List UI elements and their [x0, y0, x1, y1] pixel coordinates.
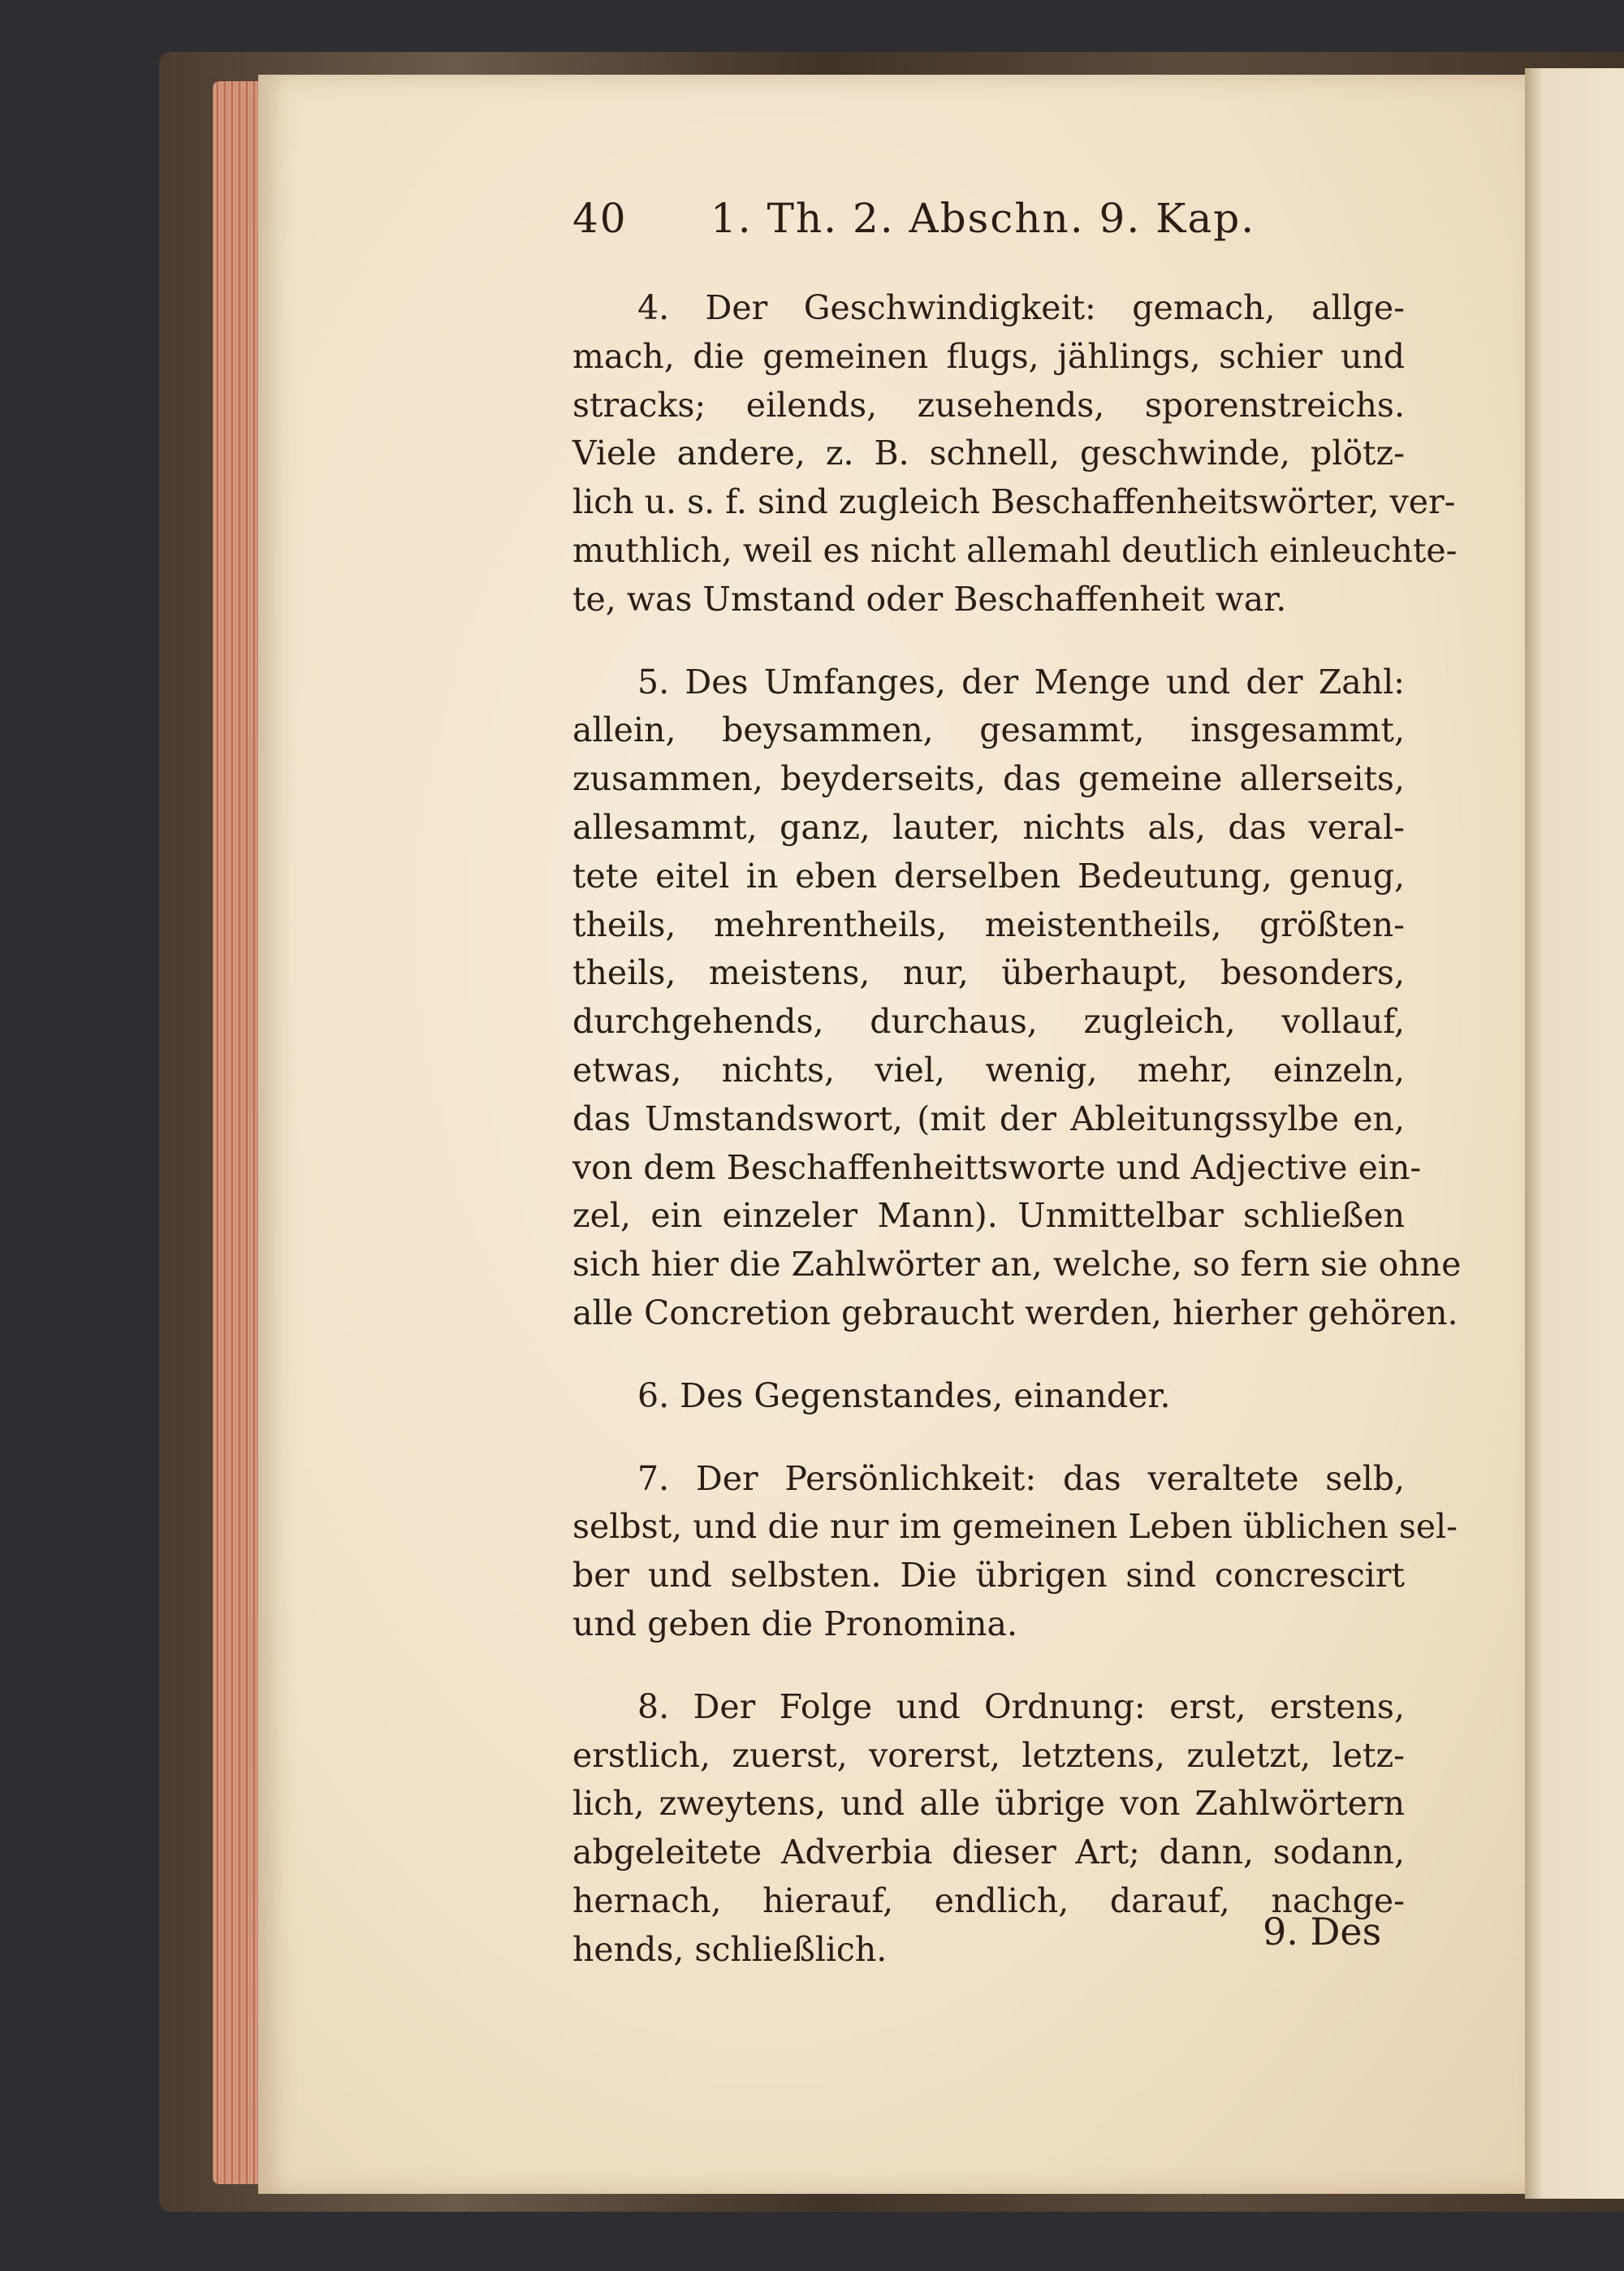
running-title: 1. Th. 2. Abschn. 9. Kap. — [710, 195, 1256, 242]
page-number: 40 — [572, 195, 628, 242]
text-line: stracks; eilends, zusehends, sporenstreichs. — [572, 385, 1405, 425]
text-line: das Umstandswort, (mit der Ableitungssylbe en, — [572, 1099, 1405, 1138]
text-line: erstlich, zuerst, vorerst, letztens, zuletzt, letz- — [572, 1735, 1405, 1775]
text-line: hernach, hierauf, endlich, darauf, nachge- — [572, 1880, 1405, 1920]
text-line: muthlich, weil es nicht allemahl deutlich einleuchte- — [572, 530, 1458, 570]
text-line: und geben die Pronomina. — [572, 1604, 1018, 1643]
text-line: sich hier die Zahlwörter an, welche, so fern sie ohne — [572, 1245, 1462, 1284]
text-line: 7. Der Persönlichkeit: das veraltete selb, — [637, 1458, 1405, 1498]
text-line: allesammt, ganz, lauter, nichts als, das veral- — [572, 807, 1405, 847]
catchword: 9. Des — [1263, 1910, 1382, 1954]
text-line: tete eitel in eben derselben Bedeutung, genug, — [572, 856, 1405, 896]
text-line: durchgehends, durchaus, zugleich, vollauf, — [572, 1002, 1405, 1042]
text-line: lich, zweytens, und alle übrige von Zahlwörtern — [572, 1784, 1405, 1824]
facing-page — [1525, 68, 1624, 2199]
paragraph — [572, 658, 1462, 1338]
paragraph — [572, 1372, 1405, 1421]
text-line: allein, beysammen, gesammt, insgesammt, — [572, 710, 1405, 750]
text-line: Viele andere, z. B. schnell, geschwinde, plötz- — [572, 434, 1405, 473]
text-line: 5. Des Umfanges, der Menge und der Zahl: — [637, 662, 1405, 702]
text-line: zusammen, beyderseits, das gemeine allerseits, — [572, 759, 1405, 799]
text-line: etwas, nichts, viel, wenig, mehr, einzeln, — [572, 1050, 1405, 1090]
text-line: 6. Des Gegenstandes, einander. — [637, 1375, 1171, 1415]
paragraph — [572, 1455, 1458, 1649]
text-line: te, was Umstand oder Beschaffenheit war. — [572, 579, 1287, 619]
paragraph — [572, 284, 1458, 624]
text-line: theils, meistens, nur, überhaupt, besonders, — [572, 953, 1405, 993]
text-line: ber und selbsten. Die übrigen sind concrescirt — [572, 1556, 1405, 1595]
text-line: alle Concretion gebraucht werden, hierher gehören. — [572, 1293, 1458, 1332]
page-body — [572, 284, 1462, 2009]
text-line: abgeleitete Adverbia dieser Art; dann, sodann, — [572, 1833, 1405, 1872]
text-line: mach, die gemeinen flugs, jählings, schier und — [572, 336, 1405, 376]
text-line: zel, ein einzeler Mann). Unmittelbar schließen — [572, 1196, 1405, 1236]
text-line: theils, mehrentheils, meistentheils, größten- — [572, 905, 1405, 944]
text-line: von dem Beschaffenheittsworte und Adjective ein- — [572, 1147, 1422, 1187]
text-line: 8. Der Folge und Ordnung: erst, erstens, — [637, 1686, 1405, 1726]
text-line: selbst, und die nur im gemeinen Leben üblichen sel- — [572, 1507, 1458, 1547]
text-line: 4. Der Geschwindigkeit: gemach, allge- — [637, 288, 1405, 327]
text-line: hends, schließlich. — [572, 1929, 888, 1969]
text-line: lich u. s. f. sind zugleich Beschaffenheitswörter, ver- — [572, 482, 1456, 522]
running-header — [572, 195, 1405, 242]
